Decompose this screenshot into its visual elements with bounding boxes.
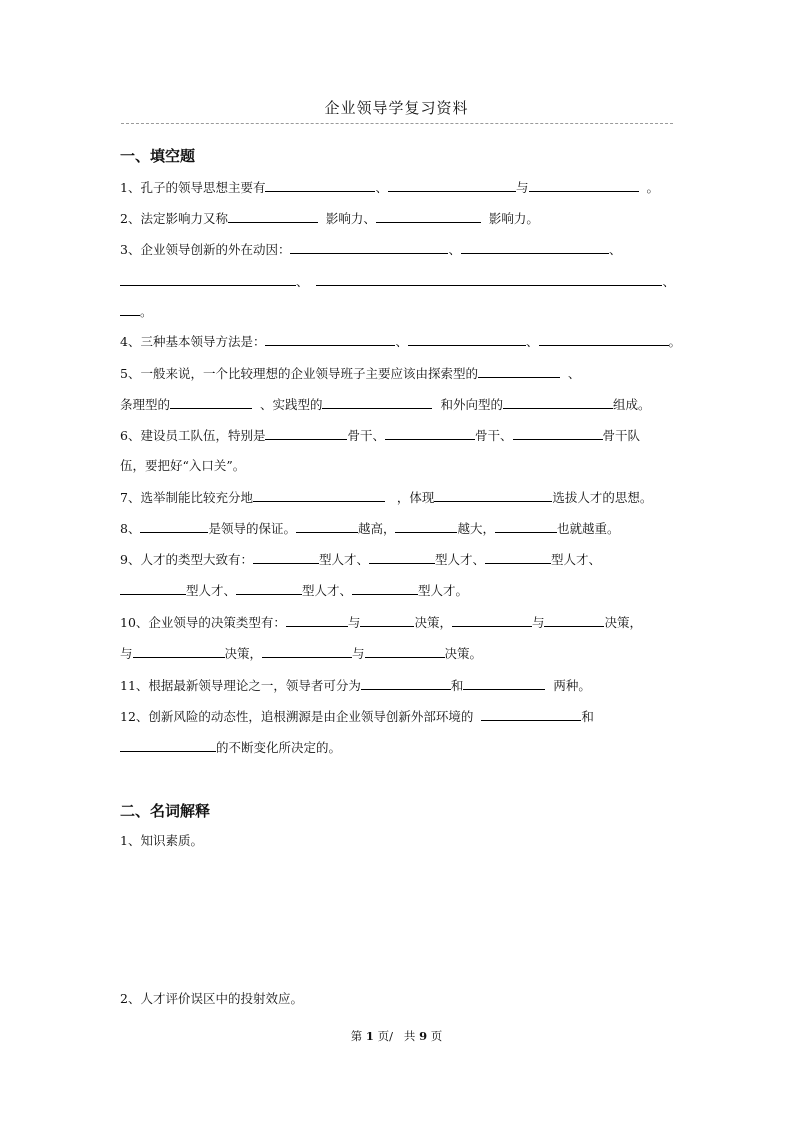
- blank[interactable]: [539, 332, 669, 346]
- blank[interactable]: [395, 519, 457, 533]
- blank[interactable]: [461, 240, 609, 254]
- blank[interactable]: [495, 519, 557, 533]
- blank[interactable]: [478, 364, 560, 378]
- question-9: 9、人才的类型大致有： 型人才、 型人才、 型人才、: [120, 552, 602, 567]
- header-divider: [121, 123, 673, 124]
- question-3-cont: 、 、: [120, 272, 675, 291]
- blank[interactable]: [170, 395, 252, 409]
- blank[interactable]: [463, 676, 545, 690]
- page-title: 企业领导学复习资料: [324, 99, 469, 117]
- blank[interactable]: [376, 209, 481, 223]
- blank[interactable]: [265, 178, 375, 192]
- section-heading-definitions: 二、名词解释: [120, 802, 211, 820]
- definition-question-2: 2、人才评价误区中的投射效应。: [120, 991, 303, 1006]
- question-2: 2、法定影响力又称 影响力、 影响力。: [120, 211, 539, 226]
- question-1: 1、孔子的领导思想主要有 、 与 。: [120, 180, 659, 195]
- blank[interactable]: [388, 178, 516, 192]
- blank[interactable]: [544, 613, 604, 627]
- page-total: 9: [419, 1029, 428, 1043]
- question-12: 12、创新风险的动态性，追根溯源是由企业领导创新外部环境的 和: [120, 709, 594, 724]
- blank[interactable]: [385, 426, 475, 440]
- blank[interactable]: [253, 488, 385, 502]
- definition-question-1: 1、知识素质。: [120, 833, 203, 848]
- blank[interactable]: [265, 426, 347, 440]
- blank[interactable]: [265, 332, 395, 346]
- blank[interactable]: [485, 550, 551, 564]
- blank[interactable]: [140, 519, 208, 533]
- blank[interactable]: [236, 581, 302, 595]
- blank[interactable]: [296, 519, 358, 533]
- blank[interactable]: [286, 613, 348, 627]
- blank[interactable]: [290, 240, 448, 254]
- blank[interactable]: [228, 209, 318, 223]
- page-number: 1: [365, 1029, 374, 1043]
- question-9-cont: 型人才、 型人才、 型人才。: [120, 581, 468, 600]
- question-12-cont: 的不断变化所决定的。: [120, 738, 341, 757]
- blank[interactable]: [481, 707, 581, 721]
- question-4: 4、三种基本领导方法是： 、 、 。: [120, 334, 682, 349]
- blank[interactable]: [360, 613, 414, 627]
- page-footer: 第 1 页/ 共 9 页: [350, 1029, 443, 1043]
- blank[interactable]: [434, 488, 552, 502]
- blank[interactable]: [120, 738, 216, 752]
- blank[interactable]: [120, 272, 296, 286]
- blank[interactable]: [452, 613, 532, 627]
- blank[interactable]: [408, 332, 526, 346]
- blank[interactable]: [369, 550, 435, 564]
- question-8: 8、 是领导的保证。 越高， 越大， 也就越重。: [120, 521, 620, 536]
- question-6: 6、建设员工队伍，特别是 骨干、 骨干、 骨干队: [120, 428, 641, 443]
- question-5: 5、一般来说，一个比较理想的企业领导班子主要应该由探索型的 、: [120, 366, 581, 381]
- blank[interactable]: [120, 581, 186, 595]
- blank[interactable]: [365, 644, 445, 658]
- question-10-cont: 与 决策， 与 决策。: [120, 646, 483, 661]
- question-10: 10、企业领导的决策类型有： 与 决策， 与 决策，: [120, 615, 642, 630]
- blank[interactable]: [361, 676, 451, 690]
- blank[interactable]: [262, 644, 352, 658]
- blank[interactable]: [133, 644, 225, 658]
- question-6-cont: 伍，要把好“入口关”。: [120, 458, 246, 473]
- blank[interactable]: [513, 426, 603, 440]
- blank[interactable]: [316, 272, 662, 286]
- question-3-end: 。: [120, 302, 153, 321]
- question-11: 11、根据最新领导理论之一，领导者可分为 和 两种。: [120, 678, 591, 693]
- question-7: 7、选举制能比较充分地 ，体现 选拔人才的思想。: [120, 490, 653, 505]
- blank[interactable]: [322, 395, 432, 409]
- blank[interactable]: [529, 178, 639, 192]
- blank[interactable]: [120, 302, 140, 316]
- section-heading-fill-in: 一、填空题: [120, 147, 196, 165]
- blank[interactable]: [503, 395, 613, 409]
- question-5-cont: 条理型的 、实践型的 和外向型的 组成。: [120, 397, 651, 412]
- blank[interactable]: [253, 550, 319, 564]
- question-3: 3、企业领导创新的外在动因： 、 、: [120, 242, 622, 257]
- blank[interactable]: [352, 581, 418, 595]
